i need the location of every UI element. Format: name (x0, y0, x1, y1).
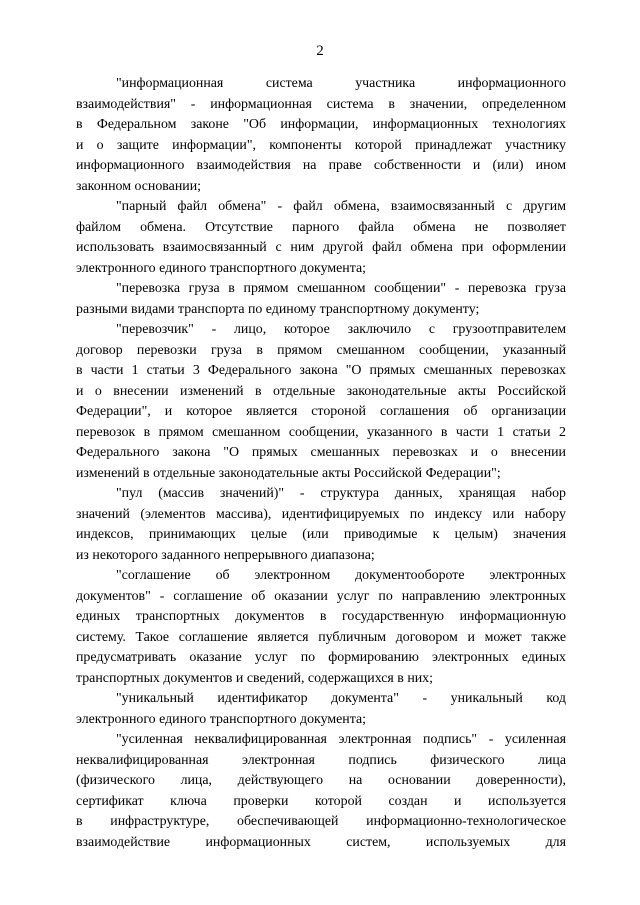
text-line: файлом обмена. Отсутствие парного файла обмена не позволяет (76, 219, 566, 235)
text-line: информационного взаимодействия на праве собственности и (или) ином (76, 158, 566, 173)
text-line: взаимодействия" - информационная система в значении, определенном (76, 96, 566, 112)
text-line: документов" - соглашение об оказании услуг по направлению электронных (76, 588, 566, 604)
text-line: "перевозка груза в прямом смешанном сообщении" - перевозка груза (116, 281, 566, 296)
definition-paragraph (76, 689, 566, 730)
text-line: значений (элементов массива), идентифицируемых по индексу или набору (76, 506, 566, 522)
text-line: сертификат ключа проверки которой создан и используется (76, 793, 566, 809)
page-number: 2 (316, 43, 324, 59)
text-line: "уникальный идентификатор документа" - уникальный код (116, 691, 566, 706)
text-line: единых транспортных документов в государственную информационную (76, 609, 566, 624)
text-line: "соглашение об электронном документообороте электронных (116, 568, 566, 583)
text-line: неквалифицированная электронная подпись физического лица (76, 752, 566, 768)
text-line: разными видами транспорта по единому транспортному документу; (76, 301, 480, 317)
text-line: транспортных документов и сведений, содержащихся в них; (76, 670, 433, 686)
text-line: предусматривать оказание услуг по формированию электронных единых (76, 650, 566, 665)
text-line: Федерации", и которое является стороной соглашения об организации (76, 404, 566, 419)
text-line: (физического лица, действующего на основании доверенности), (76, 773, 566, 788)
text-line: в части 1 статьи 3 Федерального закона "О прямых смешанных перевозках (76, 363, 566, 378)
text-line: электронного единого транспортного документа; (76, 711, 367, 727)
definition-paragraph (76, 197, 566, 279)
text-line: изменений в отдельные законодательные акты Российской Федерации"; (76, 465, 501, 481)
text-line: и о внесении изменений в отдельные законодательные акты Российской (76, 383, 566, 399)
text-line: Федерального закона "О прямых смешанных перевозках и о внесении (76, 445, 566, 460)
text-line: в инфраструктуре, обеспечивающей информационно-технологическое (76, 814, 566, 829)
text-line: электронного единого транспортного документа; (76, 260, 367, 276)
definition-paragraph (76, 730, 566, 853)
definition-paragraph (76, 484, 566, 566)
definition-paragraph (76, 320, 566, 484)
text-line: индексов, принимающих целые (или приводимые к целым) значения (76, 527, 566, 542)
text-line: систему. Такое соглашение является публичным договором и может также (76, 629, 566, 645)
definition-paragraph (76, 74, 566, 197)
text-line: договор перевозки груза в прямом смешанном сообщении, указанный (76, 342, 566, 358)
text-line: законном основании; (76, 178, 201, 194)
text-line: перевозок в прямом смешанном сообщении, указанного в части 1 статьи 2 (76, 424, 566, 440)
definition-paragraph (76, 566, 566, 689)
text-line: в Федеральном законе "Об информации, информационных технологиях (76, 117, 566, 132)
text-line: "усиленная неквалифицированная электронная подпись" - усиленная (116, 732, 566, 747)
text-line: взаимодействие информационных систем, используемых для (76, 834, 566, 850)
text-line: "перевозчик" - лицо, которое заключило с грузоотправителем (116, 322, 566, 337)
text-line: "парный файл обмена" - файл обмена, взаимосвязанный с другим (116, 199, 566, 214)
text-line: "информационная система участника информационного (116, 76, 566, 91)
document-body (76, 74, 566, 853)
text-line: использовать взаимосвязанный с ним другой файл обмена при оформлении (76, 240, 566, 255)
definition-paragraph (76, 279, 566, 320)
text-line: "пул (массив значений)" - структура данных, хранящая набор (116, 486, 566, 501)
text-line: из некоторого заданного непрерывного диапазона; (76, 547, 375, 563)
text-line: и о защите информации", компоненты которой принадлежат участнику (76, 137, 566, 153)
